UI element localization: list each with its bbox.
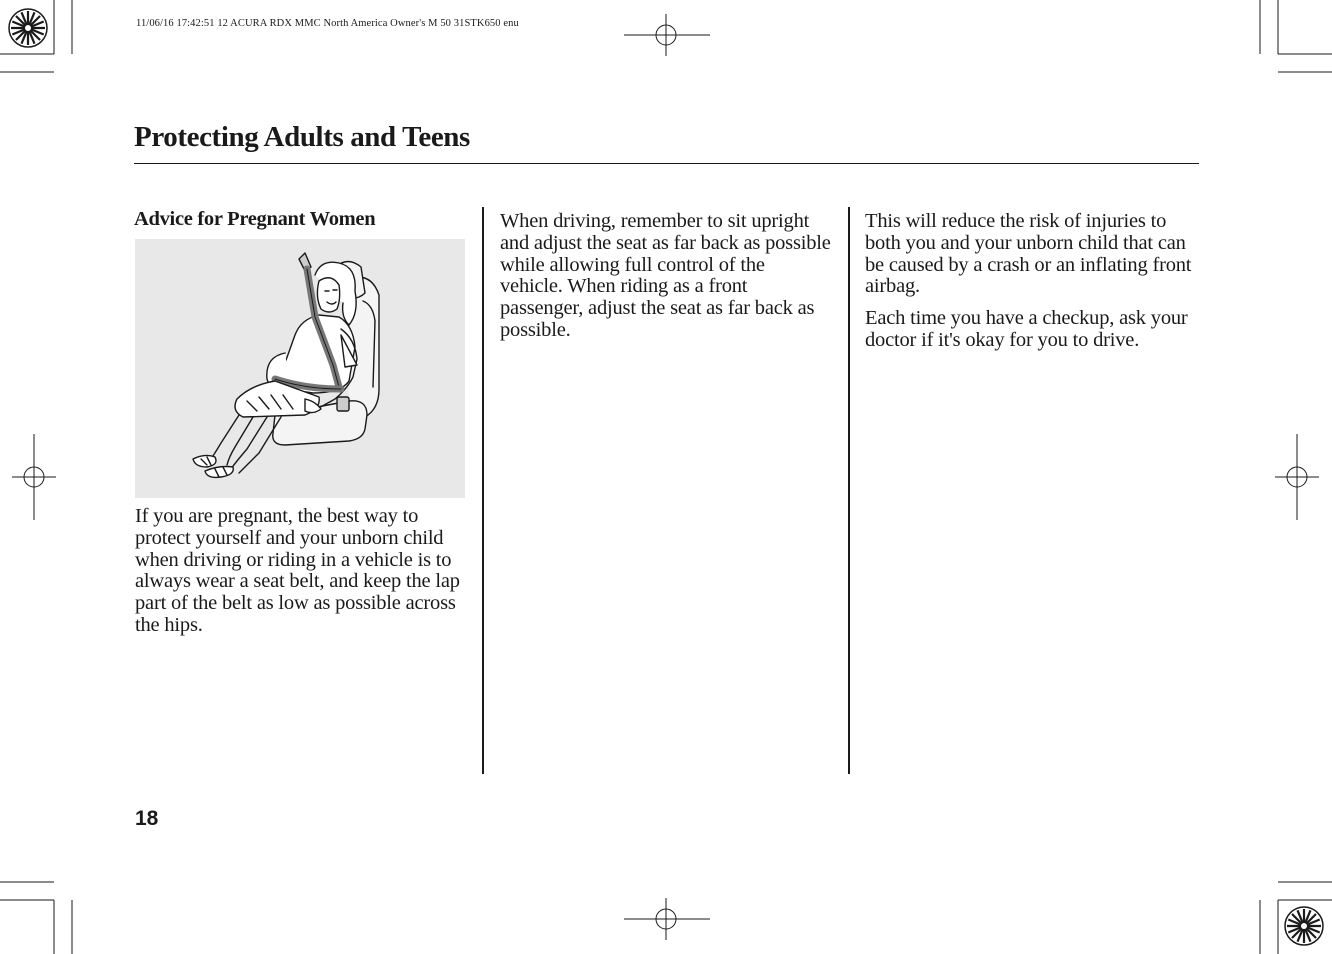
- registration-target-right: [1275, 434, 1319, 520]
- crop-mark-top-right: [1252, 0, 1332, 80]
- registration-starburst-bottom-right: [1284, 906, 1324, 946]
- registration-target-left: [12, 434, 56, 520]
- registration-target-top: [624, 14, 710, 56]
- paragraph-injury-risk: This will reduce the risk of injuries to both you and your unborn child that can be caused by a crash or an inflating front airbag.: [865, 210, 1192, 298]
- crop-mark-bottom-left: [0, 874, 80, 954]
- page-number: 18: [135, 807, 159, 830]
- section-heading: Advice for Pregnant Women: [134, 208, 376, 230]
- paragraph-driving-posture: When driving, remember to sit upright and adjust the seat as far back as possible while allowing full control of the vehicle. When riding as a front passenger, adjust the seat as far back as possible.: [500, 210, 831, 341]
- page-title: Protecting Adults and Teens: [134, 121, 470, 153]
- registration-target-bottom: [624, 898, 710, 940]
- title-divider: [134, 163, 1199, 164]
- column-3-text: [865, 211, 1205, 362]
- column-divider-2: [848, 207, 850, 774]
- paragraph-doctor-checkup: Each time you have a checkup, ask your doctor if it's okay for you to drive.: [865, 307, 1188, 351]
- pregnant-woman-seatbelt-illustration: [135, 239, 465, 498]
- registration-starburst-top-left: [8, 8, 48, 48]
- column-1-text: [135, 506, 467, 647]
- paragraph-pregnancy-seatbelt: If you are pregnant, the best way to protect yourself and your unborn child when driving or riding in a vehicle is to always wear a seat belt, and keep the lap part of the belt as low as possible across the hips.: [135, 505, 460, 636]
- print-info: 11/06/16 17:42:51 12 ACURA RDX MMC North America Owner's M 50 31STK650 enu: [136, 18, 519, 29]
- column-2-text: [500, 211, 832, 352]
- column-divider-1: [482, 207, 484, 774]
- illustration-drawing: [135, 239, 465, 498]
